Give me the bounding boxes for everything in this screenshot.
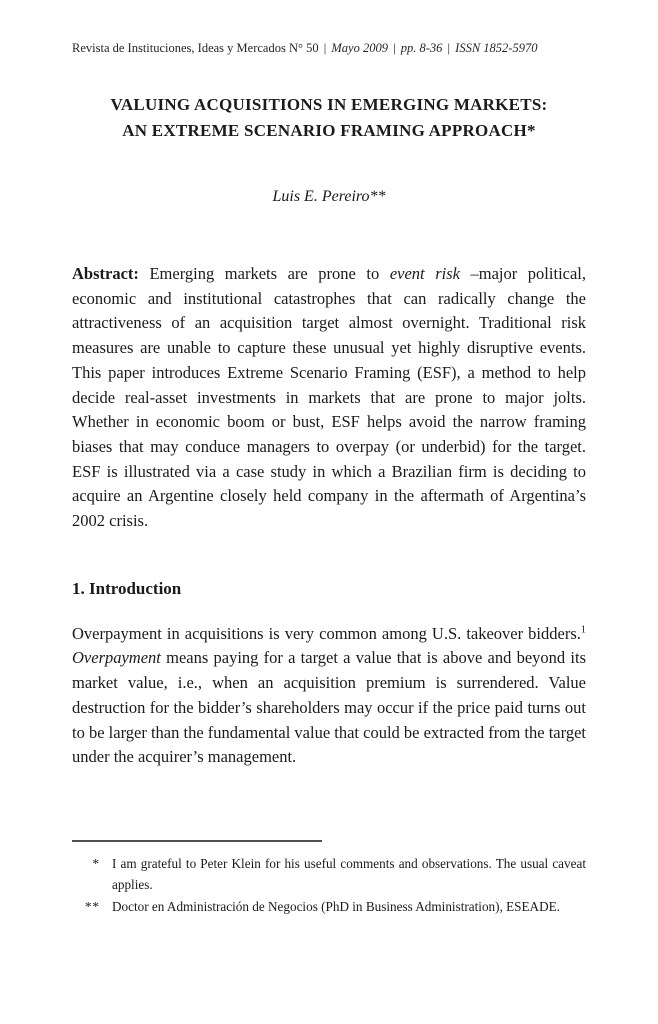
footnote-marker: *: [92, 855, 100, 871]
journal-name: Revista de Instituciones, Ideas y Mercados N° 50: [72, 41, 319, 55]
intro-italic-term: Overpayment: [72, 648, 161, 668]
footnote-divider: [72, 840, 322, 842]
abstract-italic-term: event risk: [389, 264, 460, 283]
section-heading-introduction: 1. Introduction: [72, 578, 182, 598]
footnote-text: I am grateful to Peter Klein for his useful comments and observations. The usual caveat applies.: [112, 855, 586, 893]
footnote-item: [72, 853, 586, 896]
header-separator: |: [320, 41, 330, 55]
footnote-reference-1: 1: [580, 624, 586, 636]
intro-sentence-1: Overpayment in acquisitions is very common among U.S. takeover bidders.: [72, 623, 581, 643]
footnote-marker: **: [84, 898, 100, 914]
abstract-label: Abstract:: [72, 264, 150, 283]
header-separator: |: [444, 41, 454, 55]
footnote-text: Doctor en Administración de Negocios (PhD in Business Administration), ESEADE.: [112, 898, 560, 914]
issn: ISSN 1852-5970: [455, 41, 538, 55]
intro-paragraph: [72, 622, 586, 770]
journal-header: [72, 40, 586, 56]
abstract-paragraph: [72, 262, 586, 534]
issue-date: Mayo 2009: [331, 41, 388, 55]
footnote-list: [72, 853, 586, 918]
abstract-text-body: –major political, economic and institutional catastrophes that can radically change the attractiveness of an acquisition target almost overnight. Traditional risk measures are unable to capture these unusual yet highly disruptive events. This paper introduces Extreme Scenario Framing (ESF), a method to help decide real-asset investments in markets that are prone to major jolts. Whether in economic boom or bust, ESF helps avoid the narrow framing biases that may conduce managers to overpay (or underbid) for the target. ESF is illustrated via a case study in which a Brazilian firm is deciding to acquire an Argentine closely held company in the aftermath of Argentina’s 2002 crisis.: [72, 264, 587, 531]
title-line-2: AN EXTREME SCENARIO FRAMING APPROACH*: [122, 121, 536, 140]
intro-text-body: means paying for a target a value that is above and beyond its market value, i.e., when an acquisition premium is surrendered. Value destruction for the bidder’s shareholders may occur if the price paid turns out to be larger than the fundamental value that could be extracted from the target under the acquirer’s management.: [72, 648, 586, 767]
footnote-item: [72, 896, 586, 918]
paper-title: [72, 92, 586, 144]
page-range: pp. 8-36: [400, 41, 443, 55]
header-separator: |: [389, 41, 399, 55]
author-line: Luis E. Pereiro**: [272, 188, 386, 205]
abstract-text-lead: Emerging markets are prone to: [149, 264, 390, 283]
title-line-1: VALUING ACQUISITIONS IN EMERGING MARKETS:: [110, 95, 548, 114]
